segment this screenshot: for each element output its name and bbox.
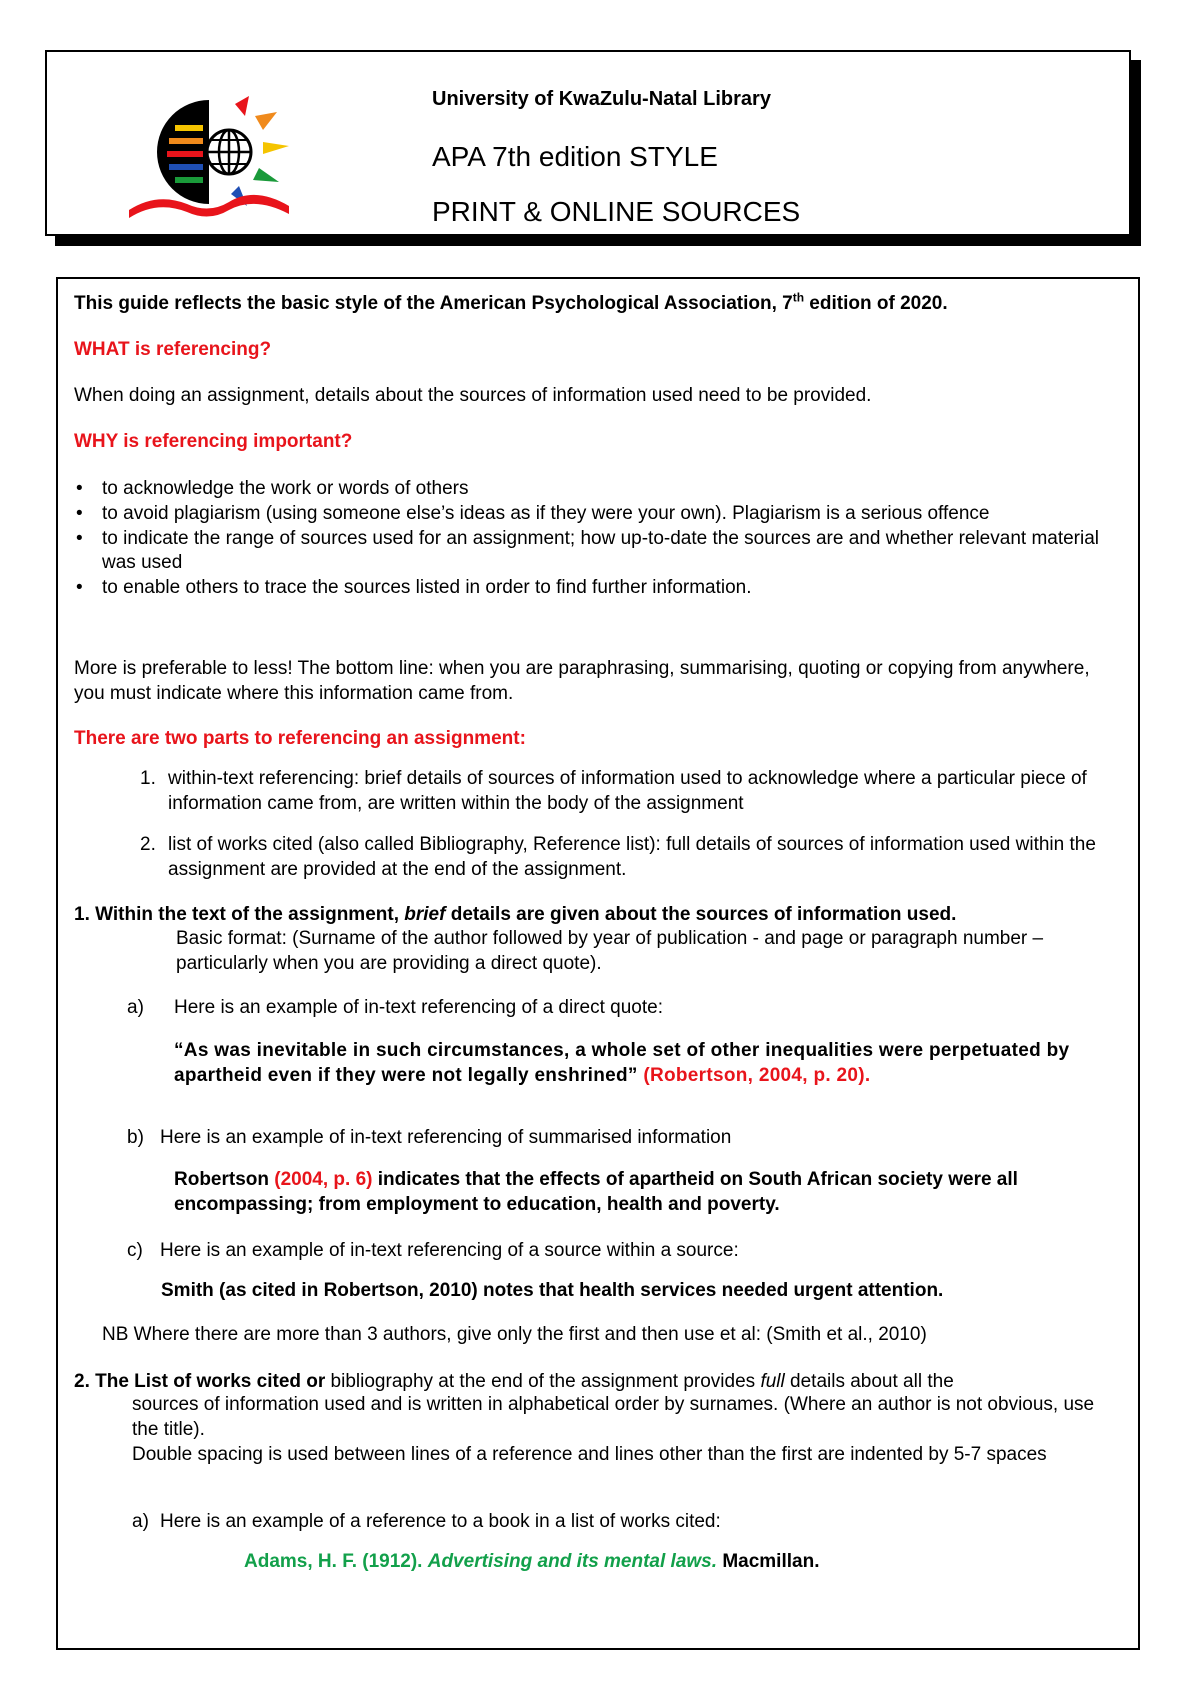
nb-note: NB Where there are more than 3 authors, give only the first and then use et al: (Smith et al., 2010) [102,1324,927,1345]
example-label: a) [132,1511,149,1532]
works-cited-heading: 2. The List of works cited or bibliography at the end of the assignment provides full details about all the [74,1371,954,1392]
example-intro: Here is an example of in-text referencing of summarised information [160,1127,732,1148]
direct-quote-example: “As was inevitable in such circumstances, a whole set of other inequalities were perpetuated by apartheid even if they were not legally enshrined” (Robertson, 2004, p. 20). [174,1040,1070,1086]
list-item: 1. within-text referencing: brief details of sources of information used to acknowledge where a particular piece of information came from, are written within the body of the assignment [140,768,1087,814]
example-label: a) [127,997,144,1018]
organization-name: University of KwaZulu-Natal Library [432,88,771,110]
why-list [74,477,1114,601]
list-item: • to acknowledge the work or words of others [74,477,1114,501]
within-text-heading: 1. Within the text of the assignment, brief details are given about the sources of information used. [74,904,957,925]
book-reference-example: Adams, H. F. (1912). Advertising and its mental laws. Macmillan. [244,1551,820,1572]
list-item: • to indicate the range of sources used for an assignment; how up-to-date the sources are and whether relevant material was used [74,527,1114,575]
spacing-note: Double spacing is used between lines of a reference and lines other than the first are indented by 5-7 spaces [132,1444,1047,1465]
list-item: • to enable others to trace the sources listed in order to find further information. [74,576,1114,600]
logo-ray-yellow [263,142,289,154]
bottom-line-paragraph: More is preferable to less! The bottom line: when you are paraphrasing, summarising, quoting or copying from anywhere, you must indicate where this information came from. [74,658,1090,704]
works-cited-description [132,1392,1112,1467]
logo-bar-yellow [175,125,203,131]
example-intro: Here is an example of in-text referencing of a source within a source: [160,1240,739,1261]
content-box [56,277,1140,1650]
example-label: b) [127,1127,144,1148]
list-item: 2. list of works cited (also called Bibliography, Reference list): full details of sources of information used within the assignment are provided at the end of the assignment. [140,834,1096,880]
logo-bar-red [167,151,203,157]
header-box [45,50,1131,236]
what-paragraph: When doing an assignment, details about the sources of information used need to be provided. [74,385,872,406]
logo-bar-green [175,177,203,183]
basic-format-text: Basic format: (Surname of the author followed by year of publication - and page or paragraph number – particularly when you are providing a direct quote). [176,928,1044,974]
logo-ray-red [235,96,249,116]
source-within-source-example: Smith (as cited in Robertson, 2010) notes that health services needed urgent attention. [161,1280,944,1301]
list-item: • to avoid plagiarism (using someone else’s ideas as if they were your own). Plagiarism is a serious offence [74,502,1114,526]
guide-title: APA 7th edition STYLE [432,141,718,172]
works-cited-continuation: sources of information used and is written in alphabetical order by surnames. (Where an author is not obvious, use the title). [132,1394,1095,1440]
what-heading: WHAT is referencing? [74,339,272,360]
summarised-example: Robertson (2004, p. 6) indicates that the effects of apartheid on South African society were all encompassing; from employment to education, health and poverty. [174,1169,1018,1215]
logo-ray-orange [255,112,277,130]
parts-list [130,766,1130,898]
logo-bar-orange [169,138,203,144]
example-intro: Here is an example of in-text referencing of a direct quote: [174,997,663,1018]
guide-subtitle: PRINT & ONLINE SOURCES [432,196,801,227]
logo-bar-blue [169,164,203,170]
example-label: c) [127,1240,143,1261]
parts-heading: There are two parts to referencing an assignment: [74,728,526,749]
example-intro: Here is an example of a reference to a book in a list of works cited: [160,1511,721,1532]
logo-ray-green [253,168,279,182]
intro-paragraph: This guide reflects the basic style of the American Psychological Association, 7th edition of 2020. [74,290,948,314]
ukzn-logo [117,82,302,222]
why-heading: WHY is referencing important? [74,431,353,452]
